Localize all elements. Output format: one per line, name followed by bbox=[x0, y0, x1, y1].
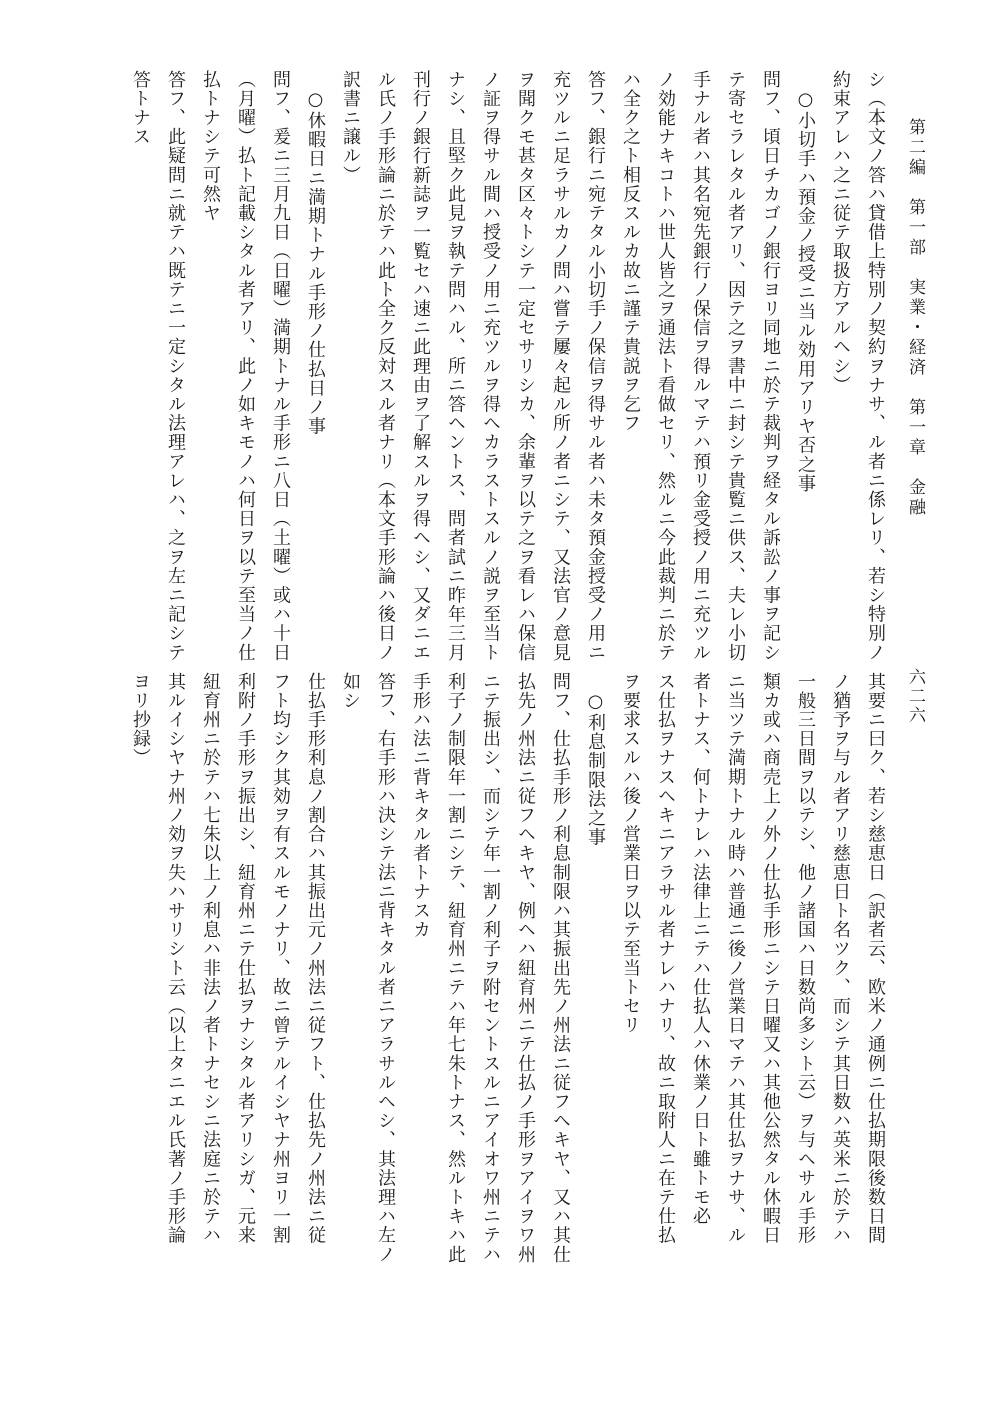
text-column: 問フ、頃日チカゴノ銀行ヨリ同地ニ於テ裁判ヲ経タル訴訟ノ事ヲ記シ bbox=[760, 70, 781, 663]
text-column: ヲ要求スルハ後ノ営業日ヲ以テ至当トセリ bbox=[620, 672, 641, 1035]
text-column: 如シ bbox=[340, 672, 361, 711]
text-column: 利附ノ手形ヲ振出シ、紐育州ニテ仕払ヲナシタル者アリシガ、元来 bbox=[235, 672, 256, 1245]
text-column: ○休暇日ニ満期トナル手形ノ仕払日ノ事 bbox=[305, 70, 326, 436]
text-column: 払トナシテ可然ヤ bbox=[200, 70, 221, 223]
text-column: ル氏ノ手形論ニ於テハ此ト全ク反対スル者ナリ（本文手形論ハ後日ノ bbox=[375, 70, 396, 663]
running-header: 第二編 第一部 実業・経済 第一章 金融 bbox=[905, 118, 925, 518]
text-column: （月曜）払ト記載シタル者アリ、此ノ如キモノハ何日ヲ以テ至当ノ仕 bbox=[235, 70, 256, 663]
text-column: ○小切手ハ預金ノ授受ニ当ル効用アリヤ否之事 bbox=[795, 70, 816, 494]
text-column: ノ証ヲ得サル間ハ授受ノ用ニ充ツルヲ得ヘカラストスルノ説ヲ至当ト bbox=[480, 70, 501, 663]
text-column: 問フ、爰ニ三月九日（日曜）満期トナル手形ニ八日（土曜）或ハ十日 bbox=[270, 70, 291, 663]
text-column: ナシ、且堅ク此見ヲ執テ問ハル、所ニ答ヘントス、問者試ニ昨年三月 bbox=[445, 70, 466, 663]
text-column: 手ナル者ハ其名宛先銀行ノ保信ヲ得ルマテハ預リ金受授ノ用ニ充ツル bbox=[690, 70, 711, 663]
text-column: 紐育州ニ於テハ七朱以上ノ利息ハ非法ノ者トナセシニ法庭ニ於テハ bbox=[200, 672, 221, 1245]
text-column: 充ツルニ足ラサルカノ問ハ嘗テ屢々起ル所ノ者ニシテ、又法官ノ意見 bbox=[550, 70, 571, 663]
text-column: ハ全ク之ト相反スルカ故ニ謹テ貴説ヲ乞フ bbox=[620, 70, 641, 433]
text-column: 其要ニ曰ク、若シ慈恵日（訳者云、欧米ノ通例ニ仕払期限後数日間 bbox=[865, 672, 886, 1245]
text-column: 問フ、仕払手形ノ利息制限ハ其振出先ノ州法ニ従フヘキヤ、又ハ其仕 bbox=[550, 672, 571, 1265]
text-column: 其ルイシヤナ州ノ効ヲ失ハサリシト云（以上タニエル氏著ノ手形論 bbox=[165, 672, 186, 1245]
text-column: 払先ノ州法ニ従フヘキヤ、例ヘハ紐育州ニテ仕払ノ手形ヲアイヲワ州 bbox=[515, 672, 536, 1265]
text-column: ニテ振出シ、而シテ年一割ノ利子ヲ附セントスルニアイオワ州ニテハ bbox=[480, 672, 501, 1265]
text-column: ス仕払ヲナスヘキニアラサル者ナレハナリ、故ニ取附人ニ在テ仕払 bbox=[655, 672, 676, 1245]
text-column: 答フ、右手形ハ決シテ法ニ背キタル者ニアラサルヘシ、其法理ハ左ノ bbox=[375, 672, 396, 1265]
text-column: 訳書ニ譲ル） bbox=[340, 70, 361, 185]
text-column: ニ当ツテ満期トナル時ハ普通ニ後ノ営業日マテハ其仕払ヲナサ、ル bbox=[725, 672, 746, 1245]
page-number: 六二六 bbox=[905, 668, 925, 725]
text-column: ○利息制限法之事 bbox=[585, 672, 606, 847]
text-column: 仕払手形利息ノ割合ハ其振出元ノ州法ニ従フト、仕払先ノ州法ニ従 bbox=[305, 672, 326, 1245]
text-column: 答フ、銀行ニ宛テタル小切手ノ保信ヲ得サル者ハ未タ預金授受ノ用ニ bbox=[585, 70, 606, 663]
text-column: 手形ハ法ニ背キタル者トナスカ bbox=[410, 672, 431, 940]
text-column: 約束アレハ之ニ従テ取扱方アルヘシ） bbox=[830, 70, 851, 395]
text-column: 答フ、此疑問ニ就テハ既テニ一定シタル法理アレハ、之ヲ左ニ記シテ bbox=[165, 70, 186, 663]
text-column: 刊行ノ銀行新誌ヲ一覧セハ速ニ此理由ヲ了解スルヲ得ヘシ、又ダニエ bbox=[410, 70, 431, 663]
text-column: ヲ聞クモ甚タ区々トシテ一定セサリシカ、余輩ヲ以テ之ヲ看レハ保信 bbox=[515, 70, 536, 663]
text-column: 利子ノ制限年一割ニシテ、紐育州ニテハ年七朱トナス、然ルトキハ此 bbox=[445, 672, 466, 1265]
text-column: ノ猶予ヲ与ル者アリ慈恵日ト名ツク、而シテ其日数ハ英米ニ於テハ bbox=[830, 672, 851, 1245]
text-column: 一般三日間ヲ以テシ、他ノ諸国ハ日数尚多シト云）ヲ与ヘサル手形 bbox=[795, 672, 816, 1245]
text-column: フト均シク其効ヲ有スルモノナリ、故ニ曾テルイシヤナ州ヨリ一割 bbox=[270, 672, 291, 1245]
text-column: ヨリ抄録） bbox=[130, 672, 151, 768]
text-column: 答トナス bbox=[130, 70, 151, 147]
text-column: 類カ或ハ商売上ノ外ノ仕払手形ニシテ日曜又ハ其他公然タル休暇日 bbox=[760, 672, 781, 1245]
text-column: テ寄セラレタル者アリ、因テ之ヲ書中ニ封シテ貴覧ニ供ス、夫レ小切 bbox=[725, 70, 746, 663]
text-column: 者トナス、何トナレハ法律上ニテハ仕払人ハ休業ノ日ト雖トモ必 bbox=[690, 672, 711, 1226]
text-column: シ（本文ノ答ハ貸借上特別ノ契約ヲナサ、ル者ニ係レリ、若シ特別ノ bbox=[865, 70, 886, 663]
text-column: ノ効能ナキコトハ世人皆之ヲ通法ト看做セリ、然ルニ今此裁判ニ於テ bbox=[655, 70, 676, 663]
